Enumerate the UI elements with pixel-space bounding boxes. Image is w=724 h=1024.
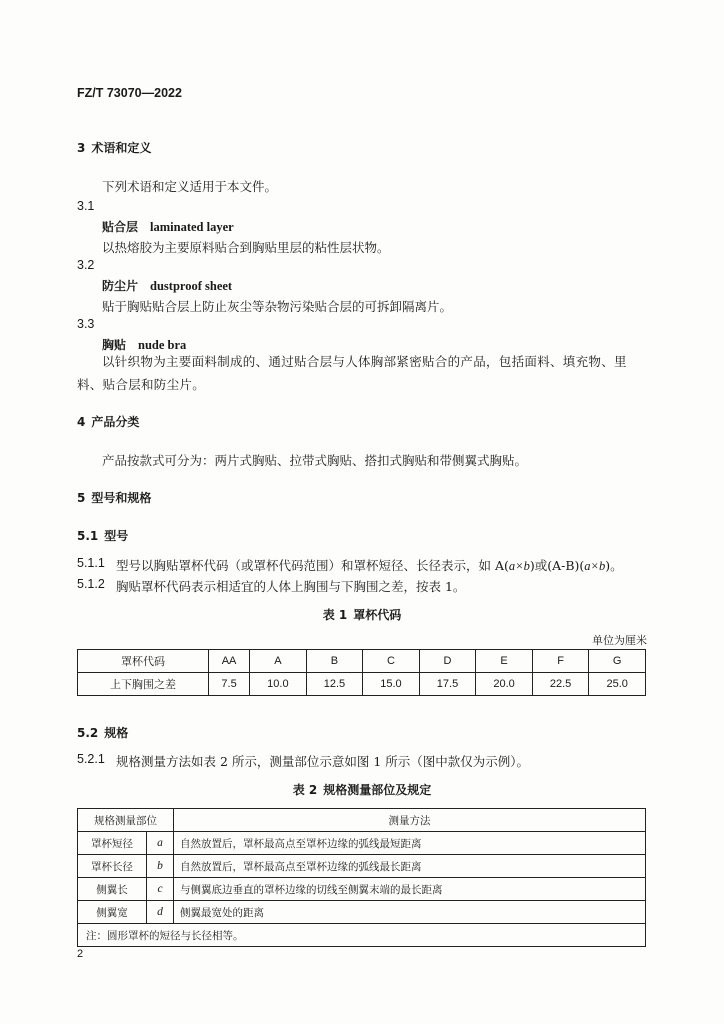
table-cell: G [589,650,646,673]
table-row [78,832,646,855]
term-definition: 以针织物为主要面料制成的、通过贴合层与人体胸部紧密贴合的产品，包括面料、填充物、里料、贴合层和防尘片。 [77,354,627,392]
section-4-text: 产品按款式可分为：两片式胸贴、拉带式胸贴、搭扣式胸贴和带侧翼式胸贴。 [102,453,528,468]
table-cell: E [476,650,533,673]
table-cell: 罩杯代码 [78,650,209,673]
table-cell: 15.0 [363,673,420,696]
table-cell: 自然放置后，罩杯最高点至罩杯边缘的弧线最长距离 [174,855,646,878]
table-2-caption: 表 2 规格测量部位及规定 [292,783,432,797]
table-row [78,901,646,924]
table-cell: 22.5 [532,673,589,696]
clause-number: 5.1.1 [77,556,105,570]
clause-5-1-1-text [116,556,623,574]
term-zh: 防尘片 [102,279,139,293]
clause-text-part: )。 [605,558,623,573]
table-cell: a [147,832,174,855]
clause-5-1-2-text: 胸贴罩杯代码表示相适宜的人体上胸围与下胸围之差，按表 1。 [116,579,466,594]
table-row [78,924,646,947]
table-cell: 7.5 [209,673,250,696]
table-cell: 与侧翼底边垂直的罩杯边缘的切线至侧翼末端的最长距离 [174,878,646,901]
table-cell: 罩杯长径 [78,855,147,878]
term-heading [102,277,232,294]
term-number: 3.3 [77,317,95,331]
clause-text-part: )或(A-B)( [529,558,585,573]
term-number: 3.1 [77,199,95,213]
term-zh: 胸贴 [102,338,127,352]
table-header-cell: 规格测量部位 [78,809,174,832]
formula-axb: a×b [508,559,530,573]
section-5-heading: 5 型号和规格 [77,491,152,505]
table-cell: c [147,878,174,901]
table-cell: 侧翼长 [78,878,147,901]
table-1-caption: 表 1 罩杯代码 [322,608,402,622]
table-cell: 上下胸围之差 [78,673,209,696]
table-1 [77,649,646,696]
clause-5-2-1-text: 规格测量方法如表 2 所示，测量部位示意如图 1 所示（图中款仅为示例）。 [116,754,530,769]
term-zh: 贴合层 [102,220,139,234]
table-header-cell: 测量方法 [174,809,646,832]
section-5-2-heading: 5.2 规格 [77,726,129,740]
table-cell: 25.0 [589,673,646,696]
table-row [78,809,646,832]
section-3-heading: 3 术语和定义 [77,141,152,155]
table-cell: d [147,901,174,924]
table-cell: 侧翼宽 [78,901,147,924]
table-row [78,673,646,696]
clause-text-part: 型号以胸贴罩杯代码（或罩杯代码范围）和罩杯短径、长径表示，如 A( [116,558,509,573]
table-cell: 自然放置后，罩杯最高点至罩杯边缘的弧线最短距离 [174,832,646,855]
table-row [78,650,646,673]
term-definition: 以热熔胶为主要原料贴合到胸贴里层的粘性层状物。 [102,240,390,255]
clause-number: 5.2.1 [77,752,105,766]
term-en: laminated layer [150,220,234,234]
table-1-unit: 单位为厘米 [592,634,647,647]
term-number: 3.2 [77,258,95,272]
table-cell: 12.5 [306,673,363,696]
table-cell: D [419,650,476,673]
section-3-intro: 下列术语和定义适用于本文件。 [102,179,278,194]
table-cell: C [363,650,420,673]
section-4-heading: 4 产品分类 [77,415,140,429]
document-code: FZ/T 73070—2022 [77,86,182,100]
page-number: 2 [77,948,84,960]
table-cell: B [306,650,363,673]
table-row [78,878,646,901]
section-5-1-heading: 5.1 型号 [77,529,129,543]
clause-number: 5.1.2 [77,577,105,591]
table-cell: b [147,855,174,878]
table-cell: 侧翼最宽处的距离 [174,901,646,924]
table-cell: A [250,650,307,673]
table-2 [77,808,646,947]
table-cell: 10.0 [250,673,307,696]
term-heading [102,218,234,235]
term-en: nude bra [138,338,187,352]
table-cell: 罩杯短径 [78,832,147,855]
formula-axb: a×b [584,559,606,573]
table-cell: 20.0 [476,673,533,696]
table-note: 注：圆形罩杯的短径与长径相等。 [78,924,646,947]
table-cell: AA [209,650,250,673]
table-cell: 17.5 [419,673,476,696]
term-en: dustproof sheet [150,279,233,293]
term-definition: 贴于胸贴贴合层上防止灰尘等杂物污染贴合层的可拆卸隔离片。 [102,299,453,314]
table-row [78,855,646,878]
table-cell: F [532,650,589,673]
